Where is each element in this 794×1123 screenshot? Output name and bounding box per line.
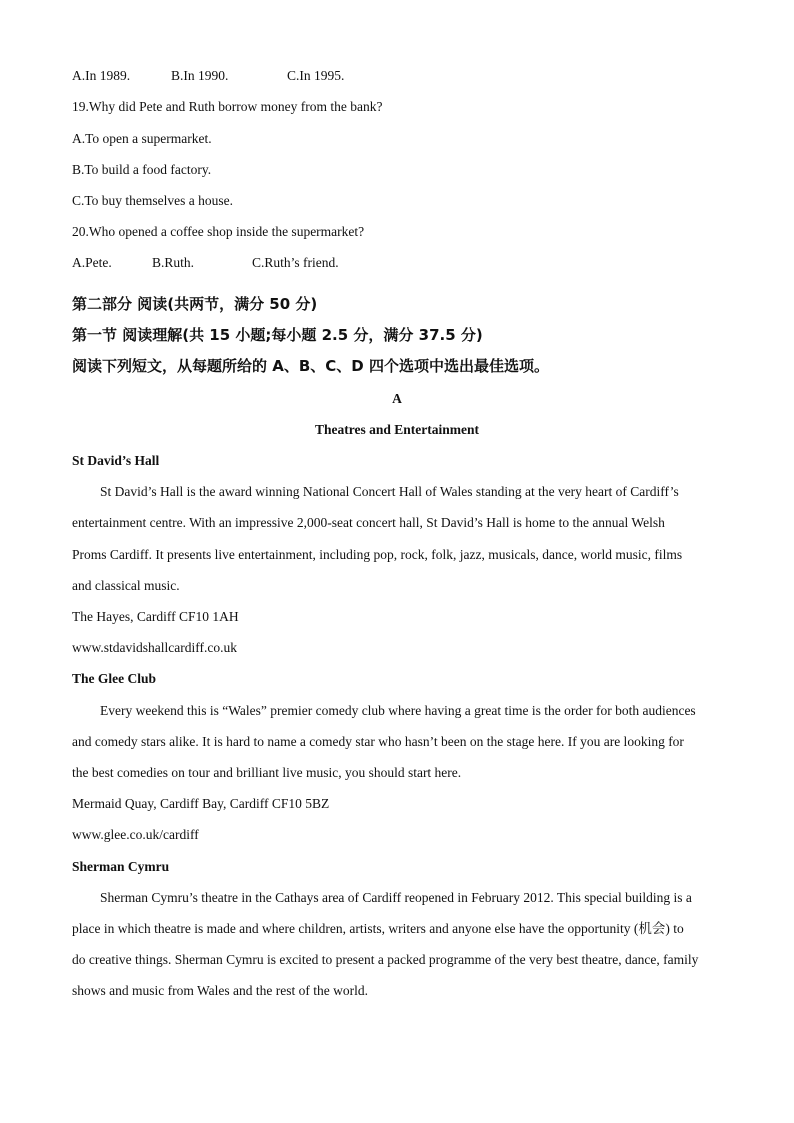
- q20-option-c: C.Ruth’s friend.: [252, 255, 339, 270]
- venue-name: St David’s Hall: [72, 453, 160, 468]
- venue-text-line: Every weekend this is “Wales” premier comedy club where having a great time is the order for both audiences: [100, 703, 696, 718]
- venue-text-line: entertainment centre. With an impressive 2,000-seat concert hall, St David’s Hall is home to the annual Welsh: [72, 515, 665, 530]
- question-20: 20.Who opened a coffee shop inside the supermarket?: [72, 224, 365, 239]
- venue-text-line: the best comedies on tour and brilliant live music, you should start here.: [72, 765, 462, 780]
- venue-text-line: shows and music from Wales and the rest of the world.: [72, 983, 368, 998]
- question-20-options: [72, 254, 339, 272]
- venue-text-line: Sherman Cymru’s theatre in the Cathays area of Cardiff reopened in February 2012. This special building is a: [100, 890, 692, 905]
- venue-address: Mermaid Quay, Cardiff Bay, Cardiff CF10 5BZ: [72, 796, 330, 811]
- question-18-options: [72, 67, 344, 85]
- venue-text-line: and comedy stars alike. It is hard to name a comedy star who hasn’t been on the stage here. If you are looking for: [72, 734, 684, 749]
- q19-option-b: B.To build a food factory.: [72, 162, 212, 177]
- venue-text-line: Proms Cardiff. It presents live entertainment, including pop, rock, folk, jazz, musicals, dance, world music, films: [72, 547, 683, 562]
- q18-option-b: B.In 1990.: [171, 68, 229, 83]
- q19-option-a: A.To open a supermarket.: [72, 131, 212, 146]
- venue-website: www.stdavidshallcardiff.co.uk: [72, 640, 237, 655]
- q20-option-b: B.Ruth.: [152, 255, 195, 270]
- venue-address: The Hayes, Cardiff CF10 1AH: [72, 609, 239, 624]
- venue-website: www.glee.co.uk/cardiff: [72, 827, 199, 842]
- venue-name: The Glee Club: [72, 671, 157, 686]
- q20-option-a: A.Pete.: [72, 255, 112, 270]
- q19-option-c: C.To buy themselves a house.: [72, 193, 234, 208]
- q18-option-c: C.In 1995.: [287, 68, 345, 83]
- q18-option-a: A.In 1989.: [72, 68, 131, 83]
- passage-letter: A: [392, 391, 402, 406]
- question-19: 19.Why did Pete and Ruth borrow money from the bank?: [72, 99, 383, 114]
- section-one-heading: 第一节 阅读理解(共 15 小题;每小题 2.5 分，满分 37.5 分): [72, 326, 483, 344]
- venue-text-line: place in which theatre is made and where children, artists, writers and anyone else have the opportunity (机会) to: [72, 921, 684, 936]
- venue-text-line: St David’s Hall is the award winning National Concert Hall of Wales standing at the very heart of Cardiff’s: [100, 484, 679, 499]
- instruction-text: 阅读下列短文，从每题所给的 A、B、C、D 四个选项中选出最佳选项。: [72, 357, 549, 375]
- venue-name: Sherman Cymru: [72, 859, 170, 874]
- venue-text-line: do creative things. Sherman Cymru is excited to present a packed programme of the very best theatre, dance, family: [72, 952, 699, 967]
- venue-text-line: and classical music.: [72, 578, 180, 593]
- part-two-heading: 第二部分 阅读(共两节，满分 50 分): [72, 295, 318, 313]
- passage-title: Theatres and Entertainment: [315, 422, 479, 437]
